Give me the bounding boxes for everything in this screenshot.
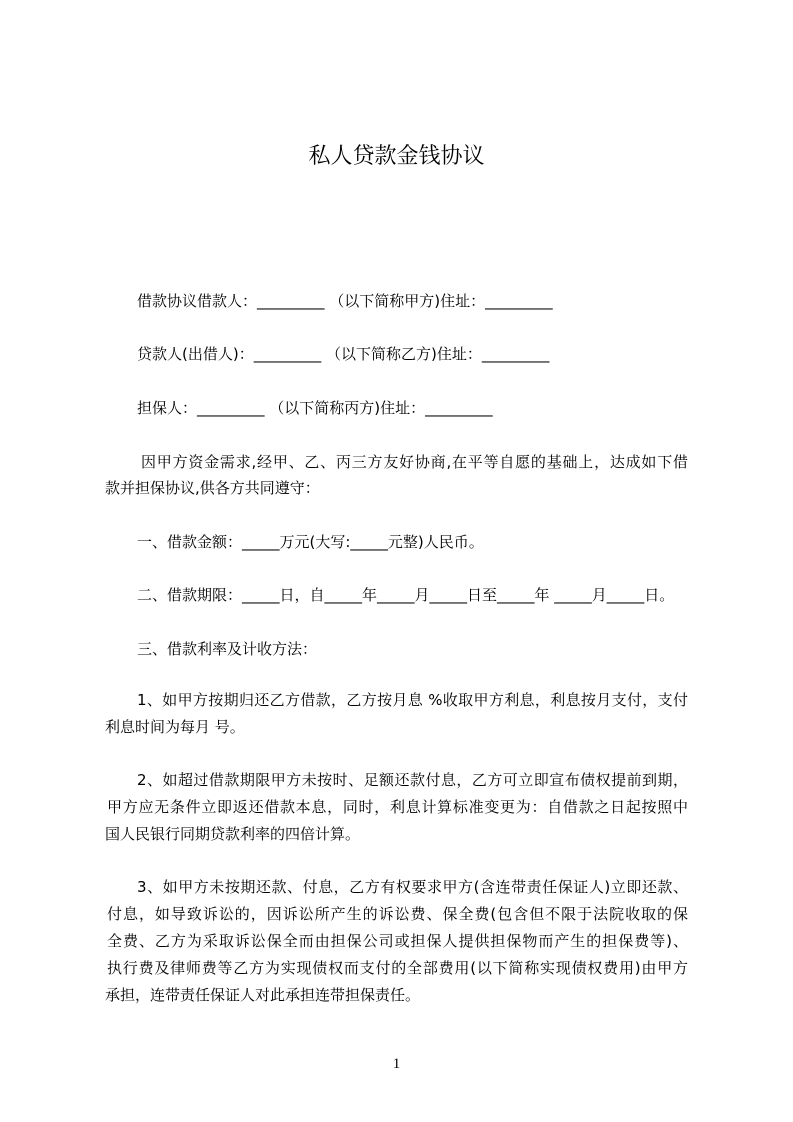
item3-line: 承担，连带责任保证人对此承担连带担保责任。 [105,986,421,1004]
clause-term: 二、借款期限：_____日，自_____年_____月_____日至_____年 _____月_____日。 [137,586,675,604]
clause-interest: 三、借款利率及计收方法： [137,640,318,658]
item1-line: 1、如甲方按期归还乙方借款，乙方按月息 %收取甲方利息，利息按月支付，支付 [137,691,688,709]
lender-line: 贷款人(出借人)：_________ （以下简称乙方)住址：_________ [137,345,550,363]
borrower-line: 借款协议借款人：_________ （以下简称甲方)住址：_________ [137,292,553,310]
clause-amount: 一、借款金额：_____万元(大写:_____元整)人民币。 [137,533,484,551]
preamble-line: 因甲方资金需求,经甲、乙、丙三方友好协商,在平等自愿的基础上，达成如下借 [141,453,688,471]
item3-line: 全费、乙方为采取诉讼保全而由担保公司或担保人提供担保物而产生的担保费等)、 [107,932,688,950]
item2-line: 2、如超过借款期限甲方未按时、足额还款付息，乙方可立即宣布债权提前到期， [137,771,688,789]
item3-line: 执行费及律师费等乙方为实现债权而支付的全部费用(以下简称实现债权费用)由甲方 [107,959,688,977]
guarantor-line: 担保人：_________ （以下简称丙方)住址：_________ [137,399,493,417]
item1-line: 利息时间为每月 号。 [105,718,245,736]
item2-line: 国人民银行同期贷款利率的四倍计算。 [105,825,361,843]
preamble-line: 款并担保协议,供各方共同遵守： [105,479,320,497]
item2-line: 甲方应无条件立即返还借款本息，同时，利息计算标准变更为：自借款之日起按照中 [107,798,688,816]
item3-line: 3、如甲方未按期还款、付息，乙方有权要求甲方(含连带责任保证人)立即还款、 [137,878,688,896]
document-title: 私人贷款金钱协议 [308,144,485,169]
item3-line: 付息，如导致诉讼的，因诉讼所产生的诉讼费、保全费(包含但不限于法院收取的保 [107,905,688,923]
page-number: 1 [392,1056,401,1072]
